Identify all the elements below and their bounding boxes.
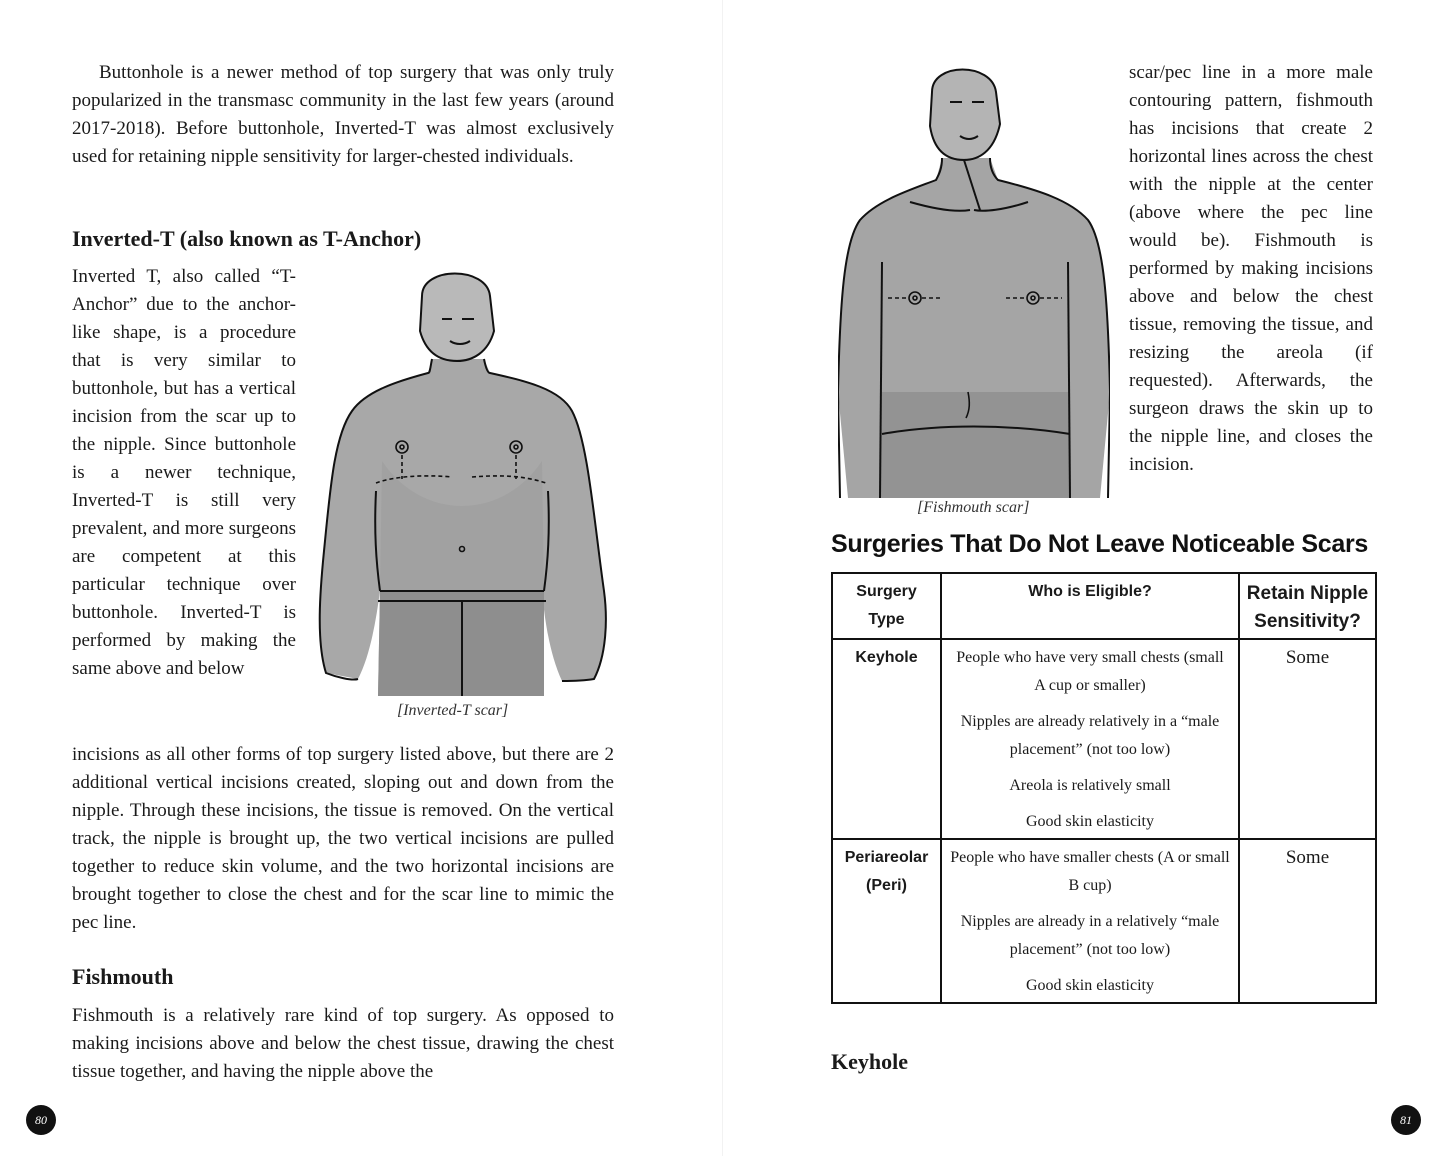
eligibility-item: People who have smaller chests (A or small B cup) xyxy=(950,849,1230,894)
inverted-t-caption: [Inverted-T scar] xyxy=(397,702,509,719)
inverted-t-figure xyxy=(312,261,612,697)
page-number-left: 80 xyxy=(26,1105,56,1135)
torso-illustration-icon xyxy=(838,62,1110,498)
table-row xyxy=(832,839,1376,1003)
row-surgery-type: Keyhole xyxy=(832,639,941,839)
header-retain-sensitivity: Retain Nipple Sensitivity? xyxy=(1239,573,1376,639)
page-number-right: 81 xyxy=(1391,1105,1421,1135)
row-eligibility xyxy=(941,839,1239,1003)
eligibility-item: Nipples are already relatively in a “male placement” (not too low) xyxy=(960,713,1220,758)
fishmouth-paragraph: Fishmouth is a relatively rare kind of top surgery. As opposed to making incisions above and below the chest tissue, drawing the chest tissue together, and having the nipple above the xyxy=(72,1005,614,1082)
row-retain-sensitivity: Some xyxy=(1239,839,1376,1003)
row-eligibility xyxy=(941,639,1239,839)
eligibility-item: Good skin elasticity xyxy=(1026,977,1154,994)
inverted-t-heading: Inverted-T (also known as T-Anchor) xyxy=(72,226,422,251)
table-title: Surgeries That Do Not Leave Noticeable Scars xyxy=(831,530,1368,558)
eligibility-item: People who have very small chests (small A cup or smaller) xyxy=(956,649,1224,694)
intro-paragraph: Buttonhole is a newer method of top surgery that was only truly popularized in the transmasc community in the last few years (around 2017-2018). Before buttonhole, Inverted-T was almost exclusively used for retaining nipple sensitivity for larger-chested individuals. xyxy=(72,62,614,167)
table-header-row xyxy=(832,573,1376,639)
fishmouth-caption: [Fishmouth scar] xyxy=(917,499,1030,516)
surgery-table xyxy=(831,572,1377,1004)
fishmouth-figure xyxy=(838,62,1110,498)
torso-illustration-icon xyxy=(312,261,612,697)
eligibility-item: Areola is relatively small xyxy=(1009,777,1171,794)
page-gutter xyxy=(722,0,723,1156)
keyhole-heading: Keyhole xyxy=(831,1049,908,1074)
inverted-t-continued: incisions as all other forms of top surgery listed above, but there are 2 additional vertical incisions created, sloping out and down from the nipple. Through these incisions, the tissue is removed. On the vertical track, the nipple is brought up, the two vertical incisions are pulled together to reduce skin volume, and the two horizontal incisions are brought together to close the chest and for the scar line to mimic the pec line. xyxy=(72,744,614,933)
header-who-eligible: Who is Eligible? xyxy=(941,573,1239,639)
fishmouth-heading: Fishmouth xyxy=(72,964,174,989)
eligibility-item: Good skin elasticity xyxy=(1026,813,1154,830)
fishmouth-wrap-text: scar/pec line in a more male contouring pattern, fishmouth has incisions that create 2 horizontal lines across the chest with the nipple at the center (above where the pec line would be). Fishmouth is performed by making incisions above and below the chest tissue, removing the tissue, and resizing the areola (if requested). Afterwards, the surgeon draws the skin up to the nipple line, and closes the incision. xyxy=(1129,62,1373,475)
table-row xyxy=(832,639,1376,839)
inverted-t-wrap-text: Inverted T, also called “T-Anchor” due to the anchor-like shape, is a procedure that is very similar to buttonhole, but has a vertical incision from the scar up to the nipple. Since buttonhole is a newer technique, Inverted-T is still very prevalent, and more surgeons are competent at this particular technique over buttonhole. Inverted-T is performed by making the same above and below xyxy=(72,266,296,679)
eligibility-item: Nipples are already in a relatively “male placement” (not too low) xyxy=(960,913,1220,958)
header-surgery-type: Surgery Type xyxy=(832,573,941,639)
row-retain-sensitivity: Some xyxy=(1239,639,1376,839)
row-surgery-type: Periareolar (Peri) xyxy=(832,839,941,1003)
